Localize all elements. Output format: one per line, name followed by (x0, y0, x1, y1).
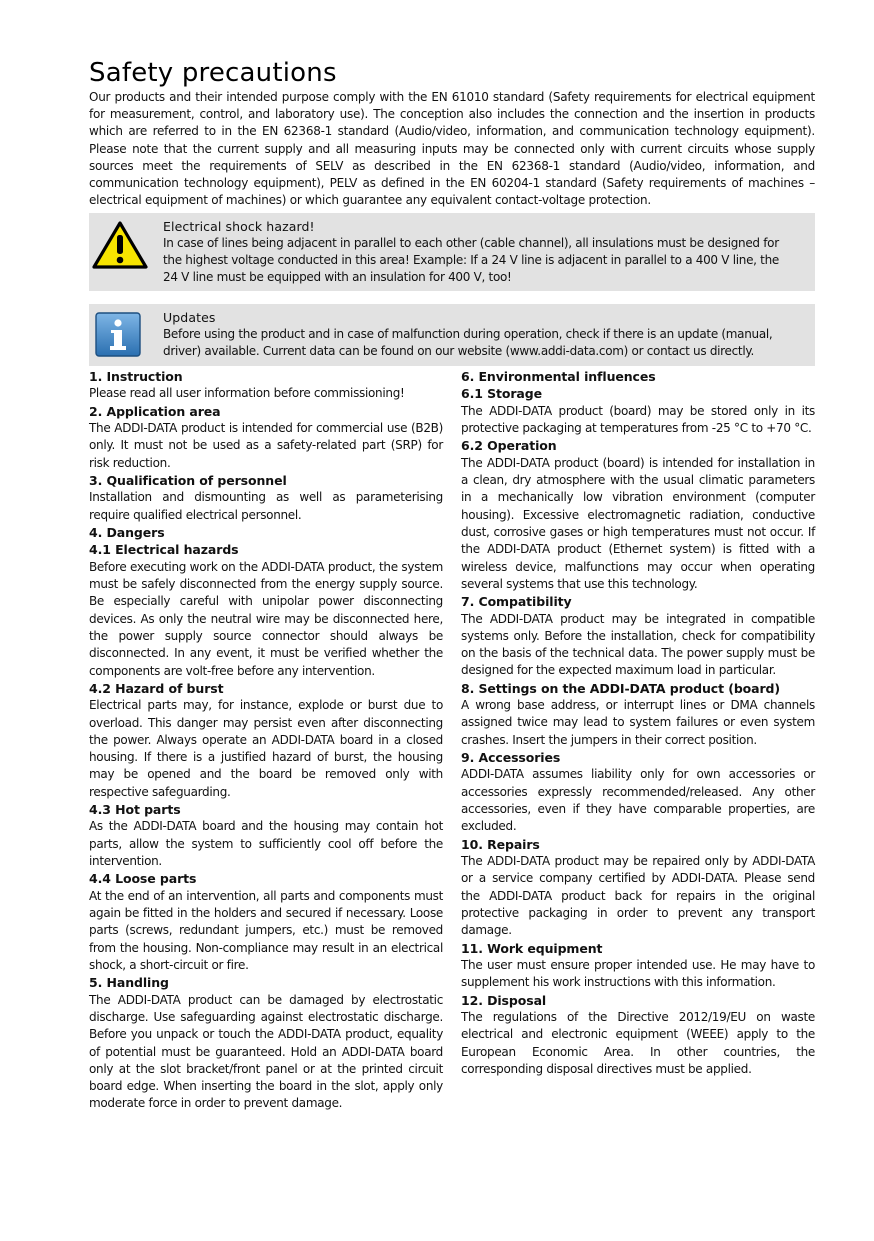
section-text: Installation and dismounting as well as parameterising require qualified electrical personnel. (89, 490, 443, 522)
shock-notice-heading: Electrical shock hazard! (163, 219, 315, 235)
section-text: A wrong base address, or interrupt lines or DMA channels assigned twice may lead to system failures or even system crashes. Insert the jumpers in their correct position. (461, 698, 815, 747)
warning-triangle-icon (92, 220, 148, 274)
left-column (89, 368, 443, 1113)
section-text: The ADDI-DATA product may be integrated in compatible systems only. Before the installation, check for compatibility on the basis of the technical data. The power supply must be designed for the expected maximum load in particular. (461, 611, 815, 678)
section-text: The ADDI-DATA product (board) is intended for installation in a clean, dry atmosphere with the usual climatic parameters in a mechanically low vibration environment (computer housing). Excessive electromagnetic radiation, conductive dust, corrosive gases or high temperatures must not occur. If the ADDI-DATA product (Ethernet system) is fitted with a wireless device, malfunctions may occur when operating several systems that use this technology. (461, 455, 815, 591)
section-text: As the ADDI-DATA board and the housing may contain hot parts, allow the system to sufficiently cool off before the intervention. (89, 819, 443, 869)
right-column (461, 368, 815, 1078)
section-text: The ADDI-DATA product can be damaged by electrostatic discharge. Use safeguarding against electrostatic discharge. Before you unpack or touch the ADDI-DATA product, equality of potential must be guaranteed. Hold an ADDI-DATA board only at the slot bracket/front panel or at the printed circuit board edge. When inserting the board in the slot, apply only moderate force in order to prevent damage. (89, 992, 443, 1111)
section-heading: 4.4 Loose parts (89, 871, 197, 887)
section-heading: 4.2 Hazard of burst (89, 680, 224, 696)
section-text: The ADDI-DATA product is intended for commercial use (B2B) only. It must not be used as a safety-related part (SRP) for risk reduction. (89, 421, 443, 470)
shock-notice-text (163, 218, 793, 286)
section-heading: 6.1 Storage (461, 386, 542, 402)
section-text: Before executing work on the ADDI-DATA product, the system must be safely disconnected from the energy supply source. Be especially careful with unipolar power disconnecting devices. As only the neutral wire may be disconnected here, the power supply source connector should always be disconnected. In any event, it must be verified whether the components are volt-free before any intervention. (89, 559, 443, 678)
section-heading: 9. Accessories (461, 750, 561, 766)
intro-paragraph: Our products and their intended purpose comply with the EN 61010 standard (Safety requirements for electrical equipment for measurement, control, and laboratory use). The conception also includes the connection and the insertion in products which are referred to in the EN 62368-1 standard (Audio/video, information, and communication technology equipment). Please note that the current supply and all measuring inputs may be connected only with current circuits whose supply sources meet the requirements of SELV as described in the EN 62368-1 standard (Audio/video, information, and communication technology equipment), PELV as defined in the EN 60204-1 standard (Safety requirements of machines – electrical equipment of machines) or which guarantee any equivalent contact-voltage protection. (89, 90, 815, 208)
electrical-shock-notice (89, 213, 815, 291)
updates-notice-body: Before using the product and in case of malfunction during operation, check if there is an update (manual, driver) available. Current data can be found on our website (www.addi-data.com) or contact us directly. (163, 327, 773, 359)
section-heading: 2. Application area (89, 403, 221, 419)
section-heading: 6.2 Operation (461, 438, 557, 454)
section-heading: 10. Repairs (461, 836, 540, 852)
section-heading: 1. Instruction (89, 369, 183, 384)
section-heading: 4.1 Electrical hazards (89, 542, 239, 558)
info-icon (92, 310, 144, 364)
document-page (89, 58, 815, 1111)
section-text: ADDI-DATA assumes liability only for own accessories or accessories expressly recommended/released. Any other accessories, even if they have comparable properties, are excluded. (461, 767, 815, 834)
section-text: Electrical parts may, for instance, explode or burst due to overload. This danger may persist even after disconnecting the power. Always operate an ADDI-DATA board in a closed housing. If there is a justified hazard of burst, the housing may be opened and the board be removed only with respective safeguarding. (89, 698, 443, 799)
section-heading: 3. Qualification of personnel (89, 473, 287, 488)
section-text: Please read all user information before commissioning! (89, 386, 405, 401)
section-text: At the end of an intervention, all parts and components must again be fitted in the holders and secured if necessary. Loose parts (screws, redundant jumpers, etc.) must be removed from the housing. Non-compliance may result in an electrical shock, a short-circuit or fire. (89, 888, 443, 972)
section-text: The regulations of the Directive 2012/19/EU on waste electrical and electronic equipment (WEEE) apply to the European Economic Area. In other countries, the corresponding disposal directives must be applied. (461, 1009, 815, 1076)
section-heading: 6. Environmental influences (461, 369, 656, 384)
page-title: Safety precautions (89, 58, 337, 88)
section-heading: 5. Handling (89, 975, 169, 991)
updates-notice-heading: Updates (163, 310, 216, 326)
section-heading: 11. Work equipment (461, 940, 603, 956)
section-heading: 12. Disposal (461, 992, 547, 1008)
section-heading: 7. Compatibility (461, 594, 572, 610)
section-text: The ADDI-DATA product (board) may be stored only in its protective packaging at temperatures from -25 °C to +70 °C. (461, 403, 815, 436)
section-heading: 4. Dangers (89, 525, 165, 540)
section-text: The user must ensure proper intended use. He may have to supplement his work instructions with this information. (461, 957, 815, 990)
shock-notice-body: In case of lines being adjacent in parallel to each other (cable channel), all insulations must be designed for the highest voltage conducted in this area! Example: If a 24 V line is adjacent in parallel to a 400 V line, the 24 V line must be equipped with an insulation for 400 V, too! (163, 236, 779, 285)
section-text: The ADDI-DATA product may be repaired only by ADDI-DATA or a service company certified by ADDI-DATA. Please send the ADDI-DATA product back for repairs in the original protective packaging in order to prevent any transport damage. (461, 854, 815, 938)
section-heading: 8. Settings on the ADDI-DATA product (board) (461, 680, 781, 696)
section-heading: 4.3 Hot parts (89, 802, 181, 818)
updates-notice (89, 304, 815, 366)
updates-notice-text (163, 309, 793, 360)
